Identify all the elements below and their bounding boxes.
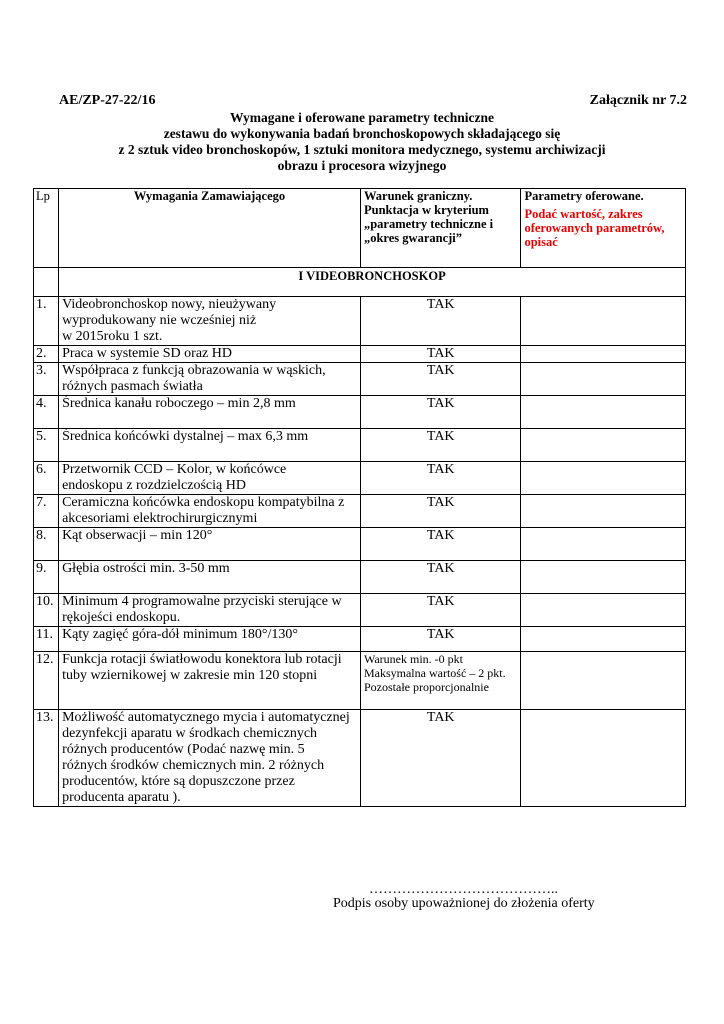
header-lp: Lp — [34, 189, 59, 268]
row-requirement — [59, 710, 361, 807]
requirement-line: Kąty zagięć góra-dół minimum 180°/130° — [62, 627, 298, 642]
requirement-line: Średnica kanału roboczego – min 2,8 mm — [62, 396, 296, 411]
signature-label: Podpis osoby upoważnionej do złożenia oferty — [333, 896, 595, 911]
header-condition-line: „parametry techniczne i — [363, 217, 494, 231]
row-condition — [360, 710, 520, 807]
table-row — [34, 594, 686, 627]
requirement-line: Videobronchoskop nowy, nieużywany — [62, 297, 277, 312]
table-row — [34, 297, 686, 346]
condition-line: TAK — [426, 429, 455, 444]
condition-line: TAK — [426, 495, 455, 510]
condition-line: TAK — [426, 594, 455, 609]
signature-line: ………………………………….. — [369, 882, 558, 897]
requirement-line: różnych pasmach światła — [62, 379, 203, 394]
requirement-line: Głębia ostrości min. 3-50 mm — [62, 561, 230, 576]
row-requirement — [59, 396, 361, 429]
requirement-line: producenta aparatu ). — [62, 790, 181, 805]
table-header-row — [34, 189, 686, 268]
row-offered-value[interactable] — [521, 495, 686, 528]
section-row — [34, 268, 686, 297]
requirement-line: endoskopu z rozdzielczością HD — [62, 478, 246, 493]
row-offered-value[interactable] — [521, 462, 686, 495]
row-requirement — [59, 561, 361, 594]
row-condition — [360, 495, 520, 528]
table-row — [34, 710, 686, 807]
row-condition — [360, 561, 520, 594]
condition-line: TAK — [426, 627, 455, 642]
requirement-line: akcesoriami elektrochirurgicznymi — [62, 511, 258, 526]
row-condition — [360, 346, 520, 363]
row-requirement — [59, 429, 361, 462]
row-condition — [360, 594, 520, 627]
header-offered — [521, 189, 686, 268]
row-lp: 10. — [34, 594, 59, 627]
row-requirement — [59, 462, 361, 495]
row-offered-value[interactable] — [521, 297, 686, 346]
requirement-line: różnych producentów (Podać nazwę min. 5 — [62, 742, 305, 757]
table-row — [34, 462, 686, 495]
header-offered-note: Podać wartość, zakres — [524, 207, 643, 221]
condition-line: TAK — [426, 561, 455, 576]
header-condition-line: Warunek graniczny. — [363, 189, 473, 203]
document-title — [0, 110, 724, 174]
row-requirement — [59, 594, 361, 627]
requirement-line: różnych środków chemicznych min. 2 różnych — [62, 758, 325, 773]
requirement-line: dezynfekcji aparatu w środkach chemicznych — [62, 726, 318, 741]
row-offered-value[interactable] — [521, 561, 686, 594]
condition-line: Maksymalna wartość – 2 pkt. — [363, 666, 506, 680]
requirement-line: Funkcja rotacji światłowodu konektora lub rotacji — [62, 652, 342, 667]
header-condition-line: Punktacja w kryterium — [363, 203, 489, 217]
row-condition — [360, 396, 520, 429]
row-lp: 7. — [34, 495, 59, 528]
requirement-line: Współpraca z funkcją obrazowania w wąskich, — [62, 363, 326, 378]
requirement-line: Kąt obserwacji – min 120° — [62, 528, 213, 543]
requirement-line: rękojeści endoskopu. — [62, 610, 181, 625]
title-line: zestawu do wykonywania badań bronchoskopowych składającego się — [163, 126, 561, 141]
row-offered-value[interactable] — [521, 710, 686, 807]
row-offered-value[interactable] — [521, 363, 686, 396]
condition-line: TAK — [426, 297, 455, 312]
row-condition — [360, 652, 520, 710]
requirement-line: Minimum 4 programowalne przyciski sterujące w — [62, 594, 342, 609]
table-row — [34, 429, 686, 462]
row-offered-value[interactable] — [521, 528, 686, 561]
row-lp: 1. — [34, 297, 59, 346]
requirement-line: w 2015roku 1 szt. — [62, 329, 163, 344]
row-condition — [360, 462, 520, 495]
requirement-line: producentów, które są dopuszczone przez — [62, 774, 295, 789]
row-requirement — [59, 346, 361, 363]
section-lp — [34, 268, 59, 297]
title-line: z 2 sztuk video bronchoskopów, 1 sztuki monitora medycznego, systemu archiwizacji — [118, 142, 606, 157]
row-offered-value[interactable] — [521, 627, 686, 652]
title-line: Wymagane i oferowane parametry techniczne — [230, 110, 494, 125]
row-condition — [360, 429, 520, 462]
condition-line: TAK — [426, 363, 455, 378]
title-line: obrazu i procesora wizyjnego — [277, 158, 447, 173]
row-requirement — [59, 652, 361, 710]
table-row — [34, 627, 686, 652]
table-body — [34, 297, 686, 807]
table-row — [34, 652, 686, 710]
document-reference: AE/ZP-27-22/16 — [59, 93, 156, 108]
condition-line: Pozostałe proporcjonalnie — [363, 680, 489, 694]
row-condition — [360, 363, 520, 396]
row-lp: 3. — [34, 363, 59, 396]
requirements-table — [33, 188, 686, 807]
row-requirement — [59, 495, 361, 528]
header-requirements: Wymagania Zamawiającego — [59, 189, 361, 268]
header-offered-note: oferowanych parametrów, — [524, 221, 665, 235]
row-condition — [360, 627, 520, 652]
condition-line: TAK — [426, 346, 455, 361]
requirement-line: tuby wziernikowej w zakresie min 120 stopni — [62, 668, 318, 683]
requirement-line: Ceramiczna końcówka endoskopu kompatybilna z — [62, 495, 345, 510]
condition-line: Warunek min. -0 pkt — [363, 652, 463, 666]
table-row — [34, 396, 686, 429]
header-condition — [360, 189, 520, 268]
row-condition — [360, 528, 520, 561]
row-offered-value[interactable] — [521, 652, 686, 710]
table-row — [34, 528, 686, 561]
condition-line: TAK — [426, 710, 455, 725]
table-row — [34, 363, 686, 396]
row-lp: 11. — [34, 627, 59, 652]
row-lp: 4. — [34, 396, 59, 429]
header-offered-title: Parametry oferowane. — [524, 189, 644, 203]
row-requirement — [59, 627, 361, 652]
requirement-line: Przetwornik CCD – Kolor, w końcówce — [62, 462, 287, 477]
annex-label: Załącznik nr 7.2 — [589, 93, 687, 108]
condition-line: TAK — [426, 528, 455, 543]
requirement-line: wyprodukowany nie wcześniej niż — [62, 313, 257, 328]
row-lp: 5. — [34, 429, 59, 462]
row-lp: 9. — [34, 561, 59, 594]
section-title: I VIDEOBRONCHOSKOP — [59, 268, 686, 297]
table-row — [34, 561, 686, 594]
header-offered-note: opisać — [524, 235, 558, 249]
row-condition — [360, 297, 520, 346]
row-lp: 6. — [34, 462, 59, 495]
row-requirement — [59, 363, 361, 396]
row-offered-value[interactable] — [521, 396, 686, 429]
row-lp: 2. — [34, 346, 59, 363]
row-offered-value[interactable] — [521, 594, 686, 627]
requirement-line: Średnica końcówki dystalnej – max 6,3 mm — [62, 429, 309, 444]
table-row — [34, 495, 686, 528]
row-requirement — [59, 297, 361, 346]
row-lp: 13. — [34, 710, 59, 807]
row-requirement — [59, 528, 361, 561]
requirement-line: Możliwość automatycznego mycia i automatycznej — [62, 710, 350, 725]
condition-line: TAK — [426, 396, 455, 411]
row-lp: 12. — [34, 652, 59, 710]
table-row — [34, 346, 686, 363]
requirement-line: Praca w systemie SD oraz HD — [62, 346, 232, 361]
row-offered-value[interactable] — [521, 429, 686, 462]
condition-line: TAK — [426, 462, 455, 477]
header-condition-line: „okres gwarancji” — [363, 231, 463, 245]
row-offered-value[interactable] — [521, 346, 686, 363]
row-lp: 8. — [34, 528, 59, 561]
